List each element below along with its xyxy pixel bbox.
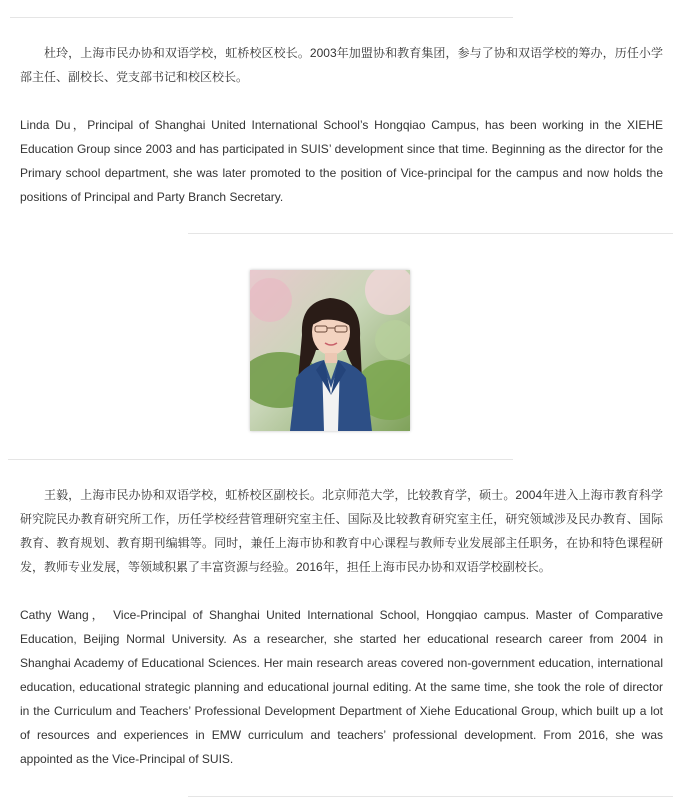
section-divider-left xyxy=(8,459,513,460)
profile-1-bio-en: Linda Du，Principal of Shanghai United International School’s Hongqiao Campus, has been working in the XIEHE Education Group since 2003 and has participated in SUIS’ development since that time. Beginning as the director for the Primary school department, she was later promoted to the position of Vice-principal for the campus and now holds the positions of Principal and Party Branch Secretary. xyxy=(20,118,663,204)
profile-1-bio-cn: 杜玲，上海市民办协和双语学校，虹桥校区校长。2003年加盟协和教育集团，参与了协和双语学校的筹办，历任小学部主任、副校长、党支部书记和校区校长。 xyxy=(20,46,663,84)
profile-2-bio-en: Cathy Wang， Vice-Principal of Shanghai United International School, Hongqiao campus. Master of Comparative Education, Beijing Normal University. As a researcher, she started her educational research career from 2004 in Shanghai Academy of Educational Sciences. Her main research areas covered non-government education, international education, educational strategic planning and educational journal editing. At the same time, she took the role of director in the Curriculum and Teachers’ Professional Development Department of Xiehe Educational Group, which built up a lot of resources and experiences in EMW curriculum and teachers’ professional development. From 2016, she was appointed as the Vice-Principal of SUIS. xyxy=(20,608,663,766)
bottom-divider xyxy=(188,796,673,797)
profile-2-bio-cn: 王毅，上海市民办协和双语学校，虹桥校区副校长。北京师范大学，比较教育学，硕士。2004年进入上海市教育科学研究院民办教育研究所工作，历任学校经营管理研究室主任、国际及比较教育研究室主任，研究领域涉及民办教育、国际教育、教育规划、教育期刊编辑等。同时，兼任上海市协和教育中心课程与教师专业发展部主任职务，在协和特色课程研发，教师专业发展，等领域积累了丰富资源与经验。2016年，担任上海市民办协和双语学校副校长。 xyxy=(20,488,663,574)
profile-2-portrait xyxy=(250,270,410,431)
top-divider xyxy=(10,17,513,18)
section-divider-right xyxy=(188,233,673,234)
